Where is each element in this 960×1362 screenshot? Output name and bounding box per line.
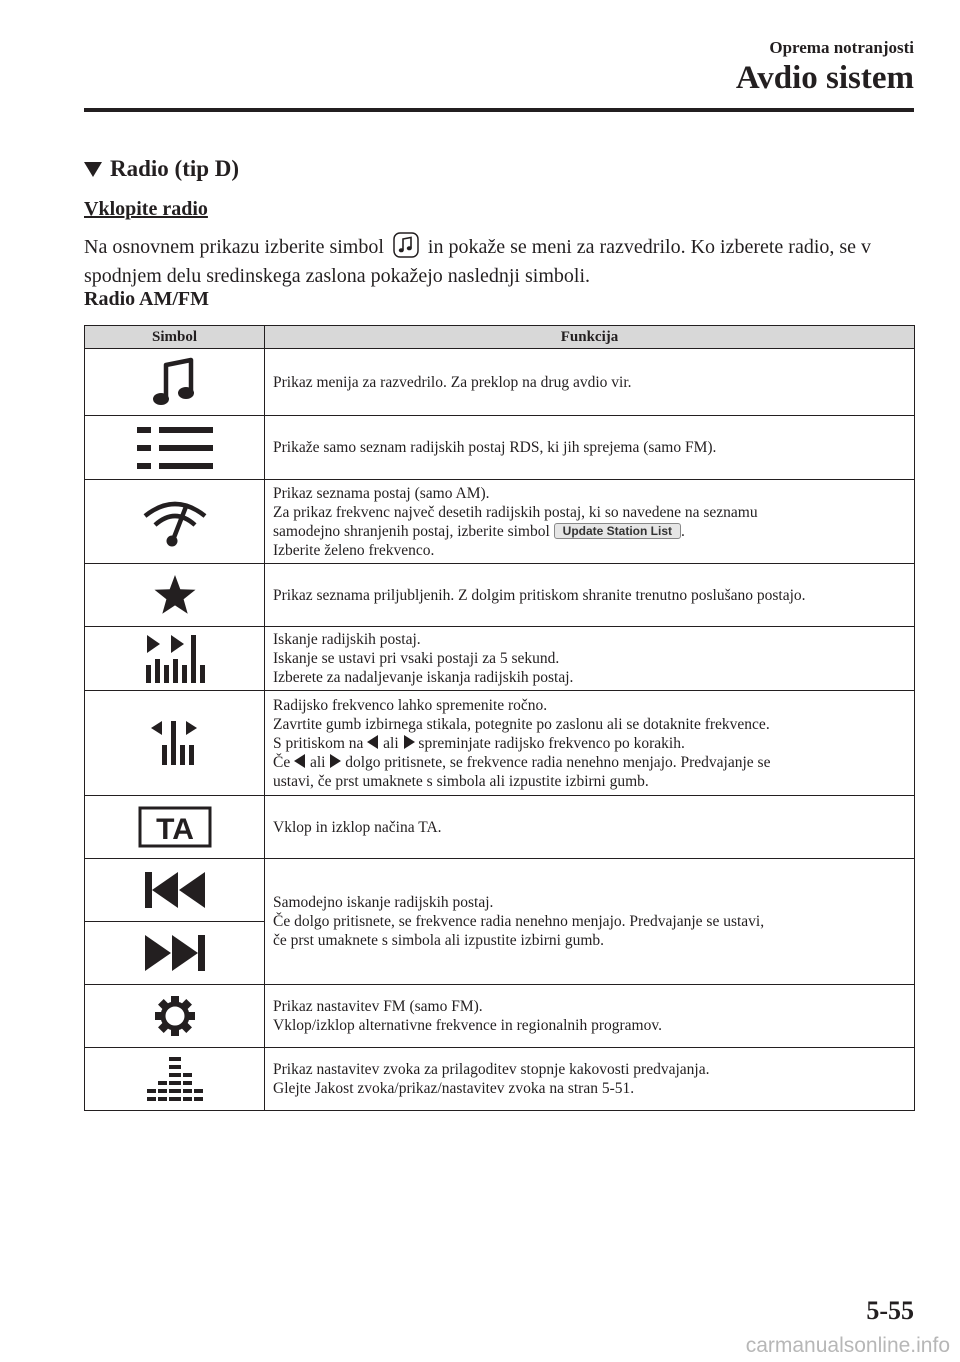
table-row [85,564,915,627]
ta-icon-label: TA [155,813,194,846]
tune-line-3 [273,734,906,753]
fm-line-2: Vklop/izklop alternativne frekvence in regionalnih programov. [273,1017,662,1034]
intro-part1: Na osnovnem prikazu izberite simbol [84,236,384,258]
station-list-icon [135,424,215,472]
header-rule [84,108,914,112]
seek-line-1: Samodejno iskanje radijskih postaj. [273,894,494,911]
table-row [85,859,915,922]
section-heading [84,156,239,182]
arrow-left-icon [367,735,379,749]
ta-icon [138,806,212,848]
am-line-3-end: . [681,522,685,540]
am-line-2: Za prikaz frekvenc največ desetih radijskih postaj, ki so navedene na seznamu [273,503,758,521]
arrow-right-icon [403,735,415,749]
function-cell: Prikaz seznama priljubljenih. Z dolgim pritiskom shranite trenutno poslušano postajo. [265,564,915,627]
symbol-table [84,325,915,1111]
symbol-cell [85,480,265,564]
scan-icon [144,633,206,685]
table-row [85,1048,915,1111]
function-cell [265,480,915,564]
header-symbol: Simbol [85,326,265,349]
symbol-cell [85,627,265,691]
table-row [85,985,915,1048]
equalizer-icon [146,1055,204,1103]
seek-back-icon [143,870,207,910]
symbol-cell [85,349,265,416]
header-subtitle: Oprema notranjosti [769,38,914,57]
subsection-title: Vklopite radio [84,198,208,220]
symbol-cell [85,564,265,627]
table-row [85,796,915,859]
tune-line-4b: dolgo pritisnete, se frekvence radia nenehno menjajo. Predvajanje se [345,753,771,771]
tune-line-2: Zavrtite gumb izbirnega stikala, potegnite po zaslonu ali se dotaknite frekvence. [273,715,770,733]
tune-icon [149,719,201,767]
band-heading: Radio AM/FM [84,288,209,310]
scan-line-1: Iskanje radijskih postaj. [273,631,421,648]
scan-line-2: Iskanje se ustavi pri vsaki postaji za 5 sekund. [273,650,560,667]
update-station-list-button: Update Station List [554,523,681,539]
tune-line-1: Radijsko frekvenco lahko spremenite ročno. [273,696,548,714]
tune-line-5: ustavi, če prst umaknete s simbola ali izpustite izbirni gumb. [273,772,649,790]
table-header-row [85,326,915,349]
table-row [85,349,915,416]
symbol-cell [85,1048,265,1111]
music-note-inline-icon [393,232,419,258]
star-icon [153,573,197,617]
seek-line-2: Če dolgo pritisnete, se frekvence radia nenehno menjajo. Predvajanje se ustavi, [273,913,765,930]
tune-line-3b: spreminjate radijsko frekvenco po korakih. [418,734,685,752]
table-row [85,627,915,691]
function-cell [265,691,915,796]
symbol-cell [85,985,265,1048]
function-cell [265,627,915,691]
seek-forward-icon [143,933,207,973]
fm-line-1: Prikaz nastavitev FM (samo FM). [273,998,483,1015]
am-line-4: Izberite želeno frekvenco. [273,541,435,559]
am-antenna-icon [140,496,210,548]
music-note-icon [151,356,199,408]
tune-line-4a: Če [273,753,291,771]
scan-line-3: Izberete za nadaljevanje iskanja radijskih postaj. [273,669,574,686]
function-cell: Prikaz menija za razvedrilo. Za preklop na drug avdio vir. [265,349,915,416]
symbol-cell [85,859,265,922]
tune-ali-2: ali [309,753,326,771]
table-row [85,416,915,480]
intro-paragraph [84,232,914,291]
function-cell [265,985,915,1048]
tune-line-4 [273,753,906,772]
am-line-1: Prikaz seznama postaj (samo AM). [273,484,490,502]
eq-line-1: Prikaz nastavitev zvoka za prilagoditev stopnje kakovosti predvajanja. [273,1061,710,1078]
intro-part2: in pokaže se meni za razvedrilo. Ko izberete radio, se v spodnjem delu sredinskega zaslona pokažejo naslednji simboli. [84,236,872,287]
header-function: Funkcija [265,326,915,349]
function-cell [265,859,915,985]
page-number: 5-55 [866,1296,914,1325]
eq-line-2: Glejte Jakost zvoka/prikaz/nastavitev zvoka na stran 5-51. [273,1080,635,1097]
function-cell [265,1048,915,1111]
symbol-cell [85,691,265,796]
symbol-cell [85,796,265,859]
arrow-right-icon [329,754,341,768]
table-row [85,691,915,796]
arrow-left-icon [294,754,306,768]
table-row [85,480,915,564]
watermark: carmanualsonline.info [745,1334,950,1357]
header-title: Avdio sistem [735,60,914,96]
am-line-3 [273,522,906,541]
tune-line-3a: S pritiskom na [273,734,364,752]
function-cell: Prikaže samo seznam radijskih postaj RDS, ki jih sprejema (samo FM). [265,416,915,480]
seek-line-3: če prst umaknete s simbola ali izpustite izbirni gumb. [273,932,605,949]
function-cell: Vklop in izklop načina TA. [265,796,915,859]
am-line-3-text: samodejno shranjenih postaj, izberite simbol [273,522,550,540]
tune-ali-1: ali [383,734,399,752]
symbol-cell [85,416,265,480]
section-triangle-icon [84,162,102,177]
gear-icon [153,994,197,1038]
symbol-cell [85,922,265,985]
section-title: Radio (tip D) [110,156,240,181]
